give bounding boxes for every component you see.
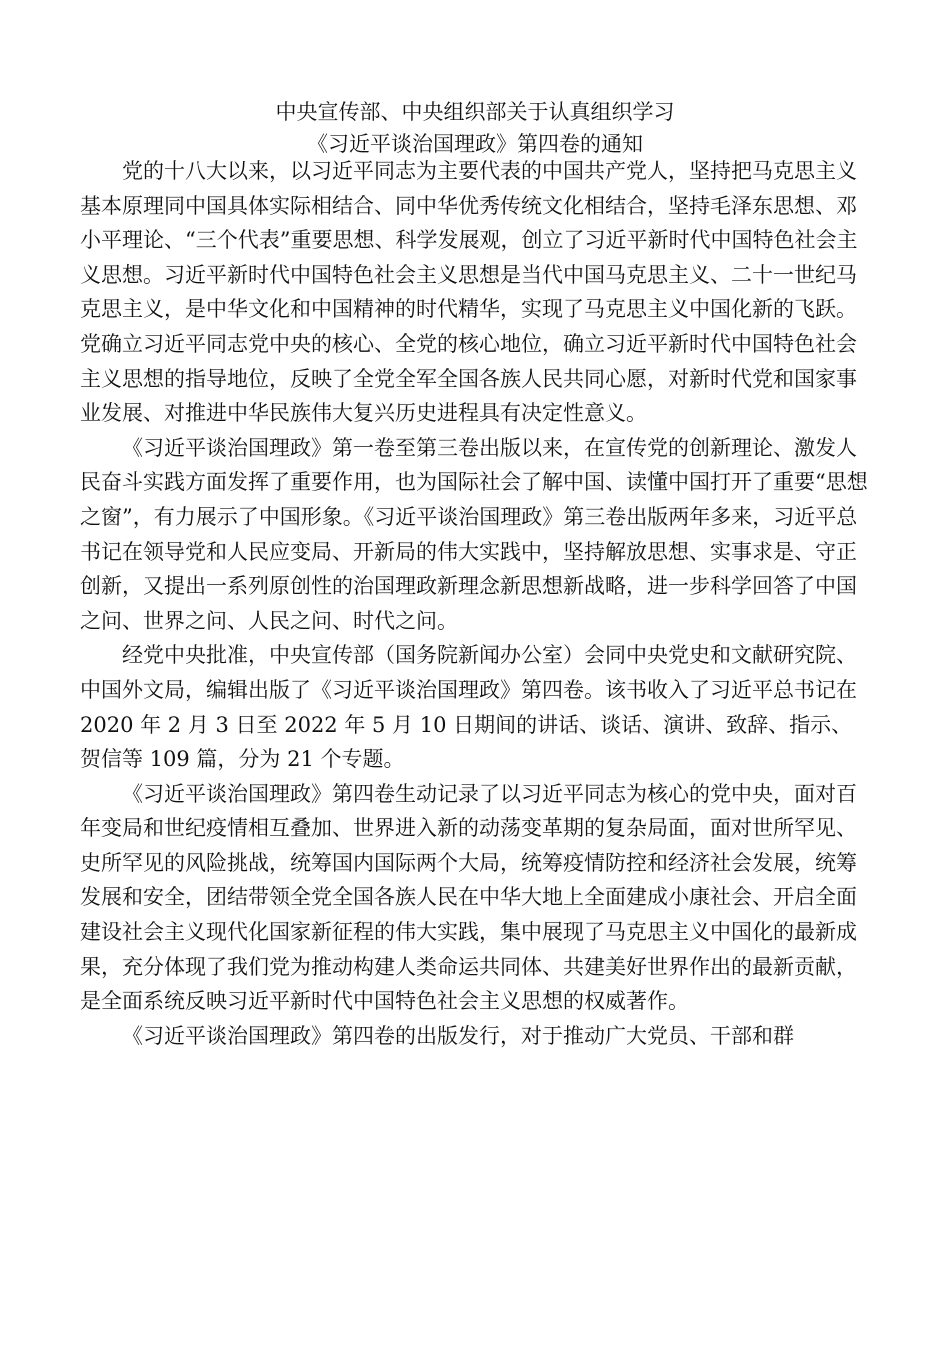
paragraph-4: 《习近平谈治国理政》第四卷生动记录了以习近平同志为核心的党中央，面对百年变局和世纪疫情相互叠加、世界进入新的动荡变革期的复杂局面，面对世所罕见、史所罕见的风险挑战，统筹国内国际两个大局，统筹疫情防控和经济社会发展，统筹发展和安全，团结带领全党全国各族人民在中华大地上全面建成小康社会、开启全面建设社会主义现代化国家新征程的伟大实践，集中展现了马克思主义中国化的最新成果，充分体现了我们党为推动构建人类命运共同体、共建美好世界作出的最新贡献，是全面系统反映习近平新时代中国特色社会主义思想的权威著作。 [80,781,857,1014]
document-title-line-1: 中央宣传部、中央组织部关于认真组织学习 [275,100,675,124]
document-body [80,154,870,1053]
paragraph-2: 《习近平谈治国理政》第一卷至第三卷出版以来，在宣传党的创新理论、激发人民奋斗实践方面发挥了重要作用，也为国际社会了解中国、读懂中国打开了重要“思想之窗”，有力展示了中国形象。《习近平谈治国理政》第三卷出版两年多来，习近平总书记在领导党和人民应变局、开新局的伟大实践中，坚持解放思想、实事求是、守正创新，又提出一系列原创性的治国理政新理念新思想新战略，进一步科学回答了中国之问、世界之问、人民之问、时代之问。 [80,435,868,633]
paragraph-3: 经党中央批准，中央宣传部（国务院新闻办公室）会同中央党史和文献研究院、中国外文局，编辑出版了《习近平谈治国理政》第四卷。该书收入了习近平总书记在 2020 年 2 月 3 日至 2022 年 5 月 10 日期间的讲话、谈话、演讲、致辞、指示、贺信等 109 篇，分为 21 个专题。 [80,643,857,772]
paragraph-5: 《习近平谈治国理政》第四卷的出版发行，对于推动广大党员、干部和群 [122,1023,794,1048]
paragraph-1: 党的十八大以来，以习近平同志为主要代表的中国共产党人，坚持把马克思主义基本原理同中国具体实际相结合、同中华优秀传统文化相结合，坚持毛泽东思想、邓小平理论、“三个代表”重要思想、科学发展观，创立了习近平新时代中国特色社会主义思想。习近平新时代中国特色社会主义思想是当代中国马克思主义、二十一世纪马克思主义，是中华文化和中国精神的时代精华，实现了马克思主义中国化新的飞跃。党确立习近平同志党中央的核心、全党的核心地位，确立习近平新时代中国特色社会主义思想的指导地位，反映了全党全军全国各族人民共同心愿，对新时代党和国家事业发展、对推进中华民族伟大复兴历史进程具有决定性意义。 [80,159,858,426]
document-title-line-2: 《习近平谈治国理政》第四卷的通知 [307,132,643,156]
